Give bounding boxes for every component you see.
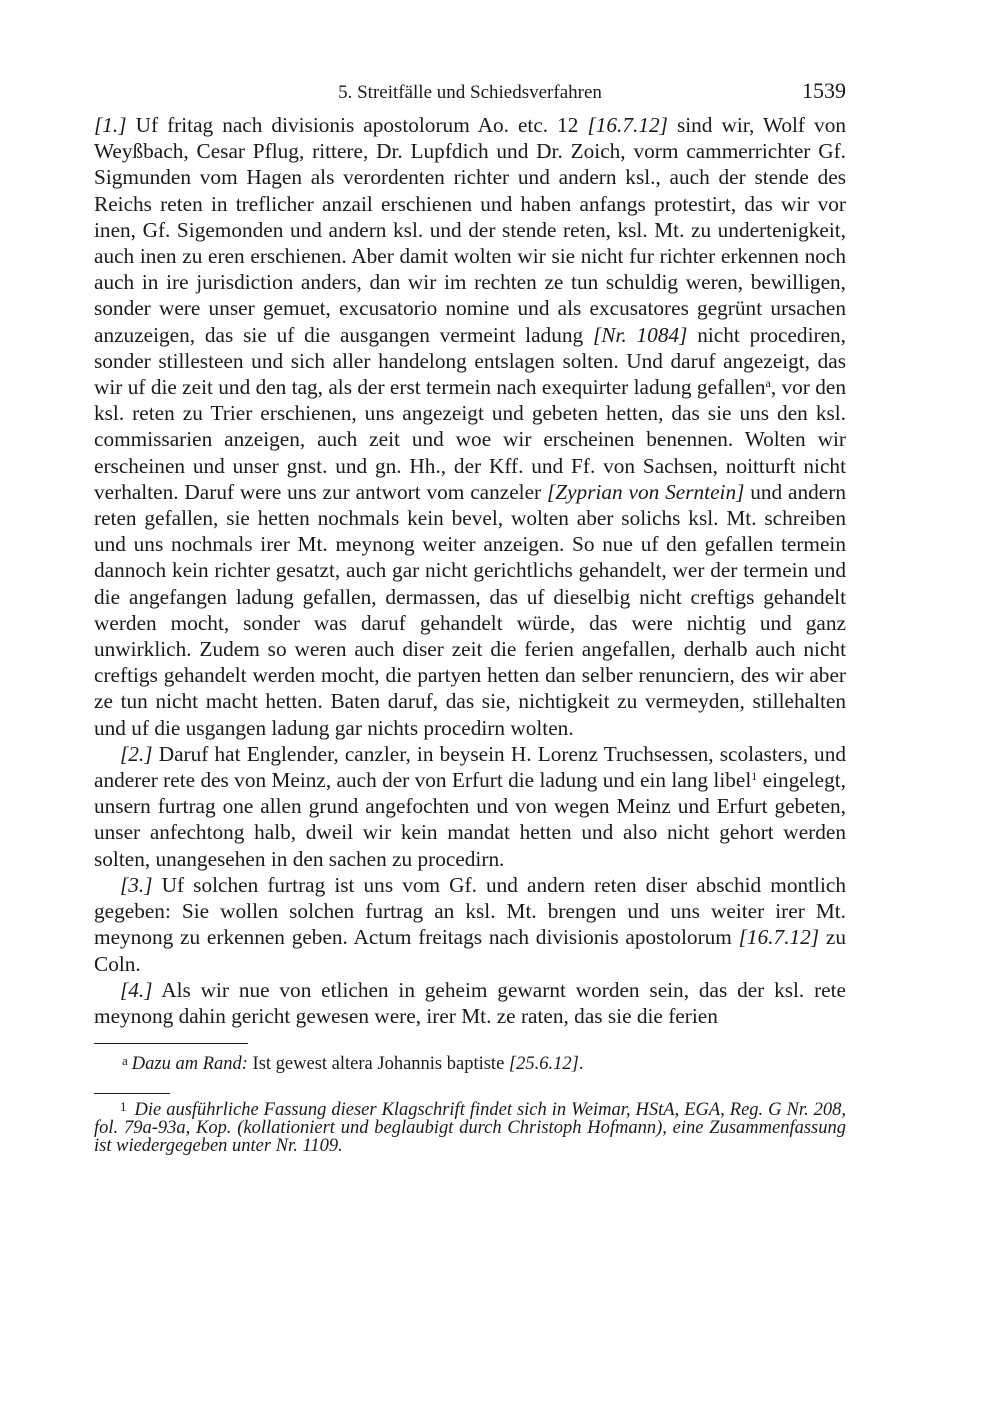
paragraph-4 [94,977,846,1029]
footnote-marker-a[interactable]: a [765,376,771,391]
document-page [94,78,846,1155]
main-text [94,112,846,1029]
text-run: eingelegt, unsern furtrag one allen grund angefochten und von wegen Meinz und Erfurt gebeten, unser anfechtong halb, dweil wir kein mandat hetten und also nicht gehort werden solten, unangesehen in den sachen zu procedirn. [94,768,847,871]
page-number: 1539 [802,78,846,103]
editorial-reference: [Nr. 1084] [592,322,688,347]
paragraph-marker: [1.] [94,113,127,137]
paragraph-1 [94,112,846,741]
text-run: Daruf hat Englender, canzler, in beysein H. Lorenz Truchsessen, scolasters, und anderer rete des von Meinz, auch der von Erfurt die ladung und ein lang libel [94,741,846,793]
text-run: Uf solchen furtrag ist uns vom Gf. und andern reten diser abschid montlich gegeben: Sie wollen solchen furtrag an ksl. Mt. brengen und uns weiter irer Mt. meynong zu erkennen geben. Actum freitags nach divisionis apostolorum [94,872,846,950]
paragraph-marker: [3.] [120,872,153,897]
editorial-date: [16.7.12] [738,925,820,950]
text-run: nicht procediren, sonder stillesteen und sich aller handelong entslagen solten. Und daruf angezeigt, das wir uf die zeit und den tag, als der erst termein nach exequirter ladung gefallen [94,322,847,400]
footnote-divider-numbered [94,1093,170,1094]
editorial-date: [16.7.12] [587,113,668,137]
text-run: Als wir nue von etlichen in geheim gewarnt worden sein, das der ksl. rete meynong dahin gericht gewesen were, irer Mt. ze raten, das sie die ferien [94,977,846,1028]
paragraph-2 [94,741,846,872]
editorial-name: [Zyprian von Serntein] [546,479,745,504]
footnote-mark: 1 [120,1099,127,1115]
footnote-label: Dazu am Rand: [131,1054,248,1075]
text-run: , vor den ksl. reten zu Trier erschienen, uns angezeigt und gebeten hetten, das sie uns den ksl. commissarien anzeigen, auch zeit und woe wir erscheinen benennen. Wolten wir erscheinen und unser gnst. und gn. Hh., der Kff. und Ff. von Sachsen, noitturft nicht verhalten. Daruf were uns zur antwort vom canzeler [94,375,846,504]
footnote-text: Ist gewest altera Johannis baptiste [247,1054,509,1075]
running-title: 5. Streitfälle und Schiedsverfahren [338,82,602,103]
text-run: zu Coln. [94,925,846,976]
text-run: Uf fritag nach divisionis apostolorum Ao. etc. 12 [126,113,588,137]
paragraph-3 [94,872,846,977]
footnote-text: Die ausführliche Fassung dieser Klagschrift findet sich in Weimar, HStA, EGA, Reg. G Nr. 208, fol. 79a-93a, Kop. (kollationiert und beglaubigt durch Christoph Hofmann), eine Zusammenfassung ist wiedergegeben unter Nr. 1109. [94,1100,846,1157]
paragraph-marker: [4.] [120,977,153,1002]
paragraph-marker: [2.] [120,741,153,766]
running-header [94,78,846,112]
footnote-divider [94,1043,248,1044]
footnote-a [94,1050,846,1075]
footnote-mark: a [122,1053,128,1069]
text-run: und andern reten gefallen, sie hetten nochmals kein bevel, wolten aber solichs ksl. Mt. schreiben und uns nochmals irer Mt. meynong weiter anzeigen. So nue uf den gefallen termein dannoch kein richter gesatzt, auch gar nicht gerichtlichs gehandelt, wer der termein und die angefangen ladung gefallen, dermassen, das uf dieselbig nicht creftigs gehandelt werden mocht, sonder was daruf gehandelt würde, das were nichtig und ganz unwirklich. Zudem so weren auch diser zeit die ferien angefallen, derhalb auch nicht creftigs gehandelt werden mocht, die partyen hetten dan selber renunciern, des wir aber ze tun nicht macht hetten. Baten daruf, das sie, nichtigkeit zu vermeyden, stillehalten und uf die usgangen ladung gar nichts procedirn wolten. [94,479,846,740]
footnote-date: [25.6.12] [508,1054,579,1075]
text-run: sind wir, Wolf von Weyßbach, Cesar Pflug, rittere, Dr. Lupfdich und Dr. Zoich, vorm cammerrichter Gf. Sigmunden vom Hagen als verordenten richter und andern ksl., auch der stende des Reichs reten in treflicher anzail erschienen und haben anfangs protestirt, das wir vor inen, Gf. Sigemonden und andern ksl. und der stende reten, ksl. Mt. zu undertenigkeit, auch inen zu eren erschienen. Aber damit wolten wir sie nicht fur richter erkennen noch auch in ire jurisdiction anders, dan wir im rechten ze tun schuldig weren, bewilligen, sonder were unser gemuet, excusatorio nomine und als excusatores gegrünt ursachen anzuzeigen, das sie uf die ausgangen vermeint ladung [94,113,846,347]
footnote-1 [94,1098,846,1155]
footnote-end: . [578,1054,584,1075]
footnote-marker-1[interactable]: 1 [751,769,758,784]
